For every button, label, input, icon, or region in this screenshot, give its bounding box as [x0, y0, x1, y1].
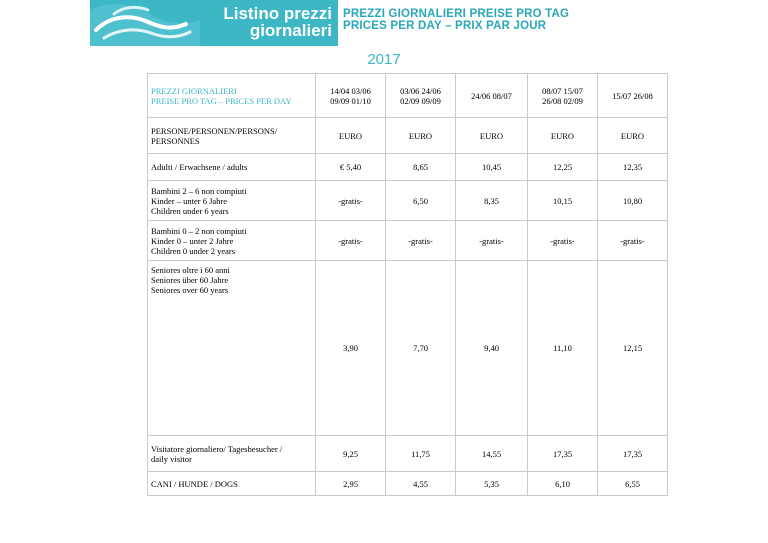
label-line: Seniores over 60 years	[151, 285, 229, 295]
price-cell: -gratis-	[528, 221, 598, 261]
table-row	[148, 221, 668, 261]
table-row	[148, 118, 668, 154]
row-label	[148, 181, 316, 221]
price-table	[147, 73, 668, 496]
price-cell: 6,50	[386, 181, 456, 221]
subtitle-line-2: PRICES PER DAY – PRIX PAR JOUR	[343, 20, 547, 32]
price-cell: 6,10	[528, 472, 598, 496]
brand-title	[223, 5, 332, 39]
period-line: 26/08 02/09	[542, 95, 583, 106]
period-header	[316, 74, 386, 118]
price-cell: 12,35	[598, 154, 668, 181]
label-line: PERSONNES	[151, 135, 200, 146]
price-cell: 14,55	[456, 436, 528, 472]
price-cell: -gratis-	[456, 221, 528, 261]
page-subtitle	[343, 8, 569, 32]
price-cell: -gratis-	[316, 221, 386, 261]
period-line: 02/09 09/09	[400, 95, 441, 106]
period-header	[456, 74, 528, 118]
subtitle-line-1: PREZZI GIORNALIERI PREISE PRO TAG	[343, 8, 570, 20]
price-cell: EURO	[456, 118, 528, 154]
label-line: Visitatore giornaliero/ Tagesbesucher /	[151, 443, 283, 454]
label-line: Bambini 2 – 6 non compiuti	[151, 185, 247, 196]
label-line: daily visitor	[151, 453, 192, 464]
row-label	[148, 154, 316, 181]
price-cell: 17,35	[598, 436, 668, 472]
label-line: Kinder 0 – unter 2 Jahre	[151, 235, 234, 246]
price-cell: 9,25	[316, 436, 386, 472]
price-cell: -gratis-	[598, 221, 668, 261]
price-cell: 7,70	[386, 261, 456, 436]
period-line: 15/07 26/08	[612, 90, 653, 101]
price-cell: 10,80	[598, 181, 668, 221]
label-line: PERSONE/PERSONEN/PERSONS/	[151, 125, 278, 136]
header-label-cell	[148, 74, 316, 118]
price-cell: 8,65	[386, 154, 456, 181]
period-line: 08/07 15/07	[542, 85, 583, 96]
row-label	[148, 261, 316, 436]
row-label	[148, 472, 316, 496]
header-label-line: PREZZI GIORNALIERI	[151, 85, 237, 96]
period-line: 24/06 08/07	[471, 90, 512, 101]
price-cell: 5,35	[456, 472, 528, 496]
period-header	[386, 74, 456, 118]
price-cell: 8,35	[456, 181, 528, 221]
price-cell: 11,10	[528, 261, 598, 436]
price-cell: -gratis-	[386, 221, 456, 261]
period-header	[528, 74, 598, 118]
label-line: Adulti / Erwachsene / adults	[151, 162, 248, 172]
table-row	[148, 181, 668, 221]
label-line: Children under 6 years	[151, 205, 229, 216]
price-cell: 9,40	[456, 261, 528, 436]
price-cell: 12,15	[598, 261, 668, 436]
price-cell: 6,55	[598, 472, 668, 496]
table-row	[148, 436, 668, 472]
price-cell: 10,45	[456, 154, 528, 181]
period-line: 09/09 01/10	[330, 95, 371, 106]
label-line: Bambini 0 – 2 non compiuti	[151, 225, 247, 236]
row-label	[148, 221, 316, 261]
price-cell: EURO	[386, 118, 456, 154]
year-heading: 2017	[367, 51, 401, 68]
table-row	[148, 472, 668, 496]
period-line: 14/04 03/06	[330, 85, 371, 96]
header-label-line: PREISE PRO TAG – PRICES PER DAY	[151, 95, 292, 106]
table-header-row	[148, 74, 668, 118]
price-cell: 12,25	[528, 154, 598, 181]
price-cell: 11,75	[386, 436, 456, 472]
price-cell: 4,55	[386, 472, 456, 496]
price-cell: -gratis-	[316, 181, 386, 221]
table-row	[148, 261, 668, 436]
label-line: Children 0 under 2 years	[151, 245, 236, 256]
label-line: Seniores oltre i 60 anni	[151, 265, 230, 275]
price-cell: EURO	[528, 118, 598, 154]
label-line: CANI / HUNDE / DOGS	[151, 478, 238, 489]
brand-line-2: giornalieri	[249, 21, 332, 40]
brand-line-1: Listino prezzi	[223, 4, 332, 23]
label-line: Kinder – unter 6 Jahre	[151, 195, 228, 206]
period-header	[598, 74, 668, 118]
row-label	[148, 436, 316, 472]
price-cell: 2,95	[316, 472, 386, 496]
brand-banner	[90, 0, 338, 46]
period-line: 03/06 24/06	[400, 85, 441, 96]
price-cell: € 5,40	[316, 154, 386, 181]
price-cell: 3,90	[316, 261, 386, 436]
row-label	[148, 118, 316, 154]
table-row	[148, 154, 668, 181]
price-cell: EURO	[598, 118, 668, 154]
price-cell: 17,35	[528, 436, 598, 472]
label-line: Seniores über 60 Jahre	[151, 275, 229, 285]
price-cell: EURO	[316, 118, 386, 154]
price-cell: 10,15	[528, 181, 598, 221]
